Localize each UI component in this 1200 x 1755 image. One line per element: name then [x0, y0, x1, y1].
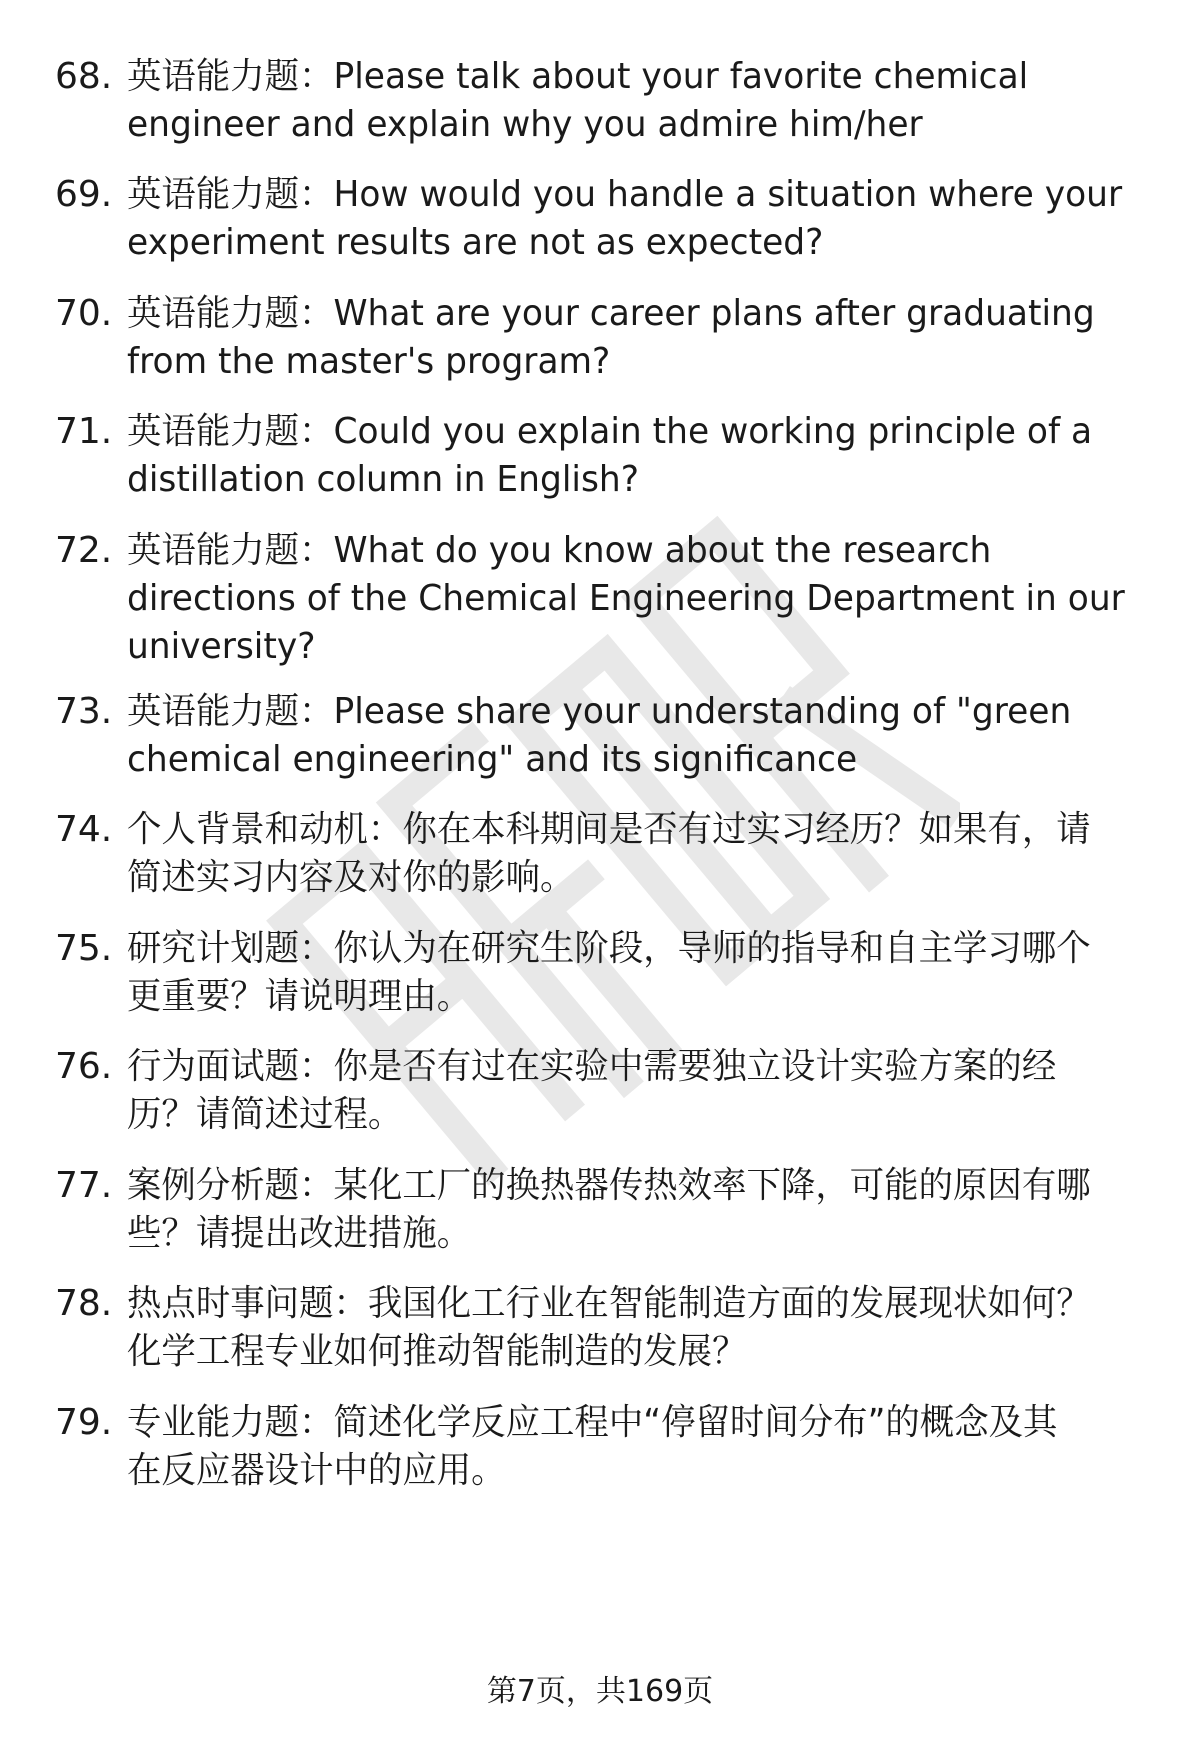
- question-line: 英语能力题：Please share your understanding of "green: [127, 691, 1072, 732]
- question-text: [127, 925, 1200, 1021]
- question-number: 72.: [55, 530, 113, 571]
- question-line: 个人背景和动机：你在本科期间是否有过实习经历？如果有，请: [127, 809, 1091, 850]
- question-number: 68.: [55, 56, 113, 97]
- question-number: 70.: [55, 293, 113, 334]
- question-number: 71.: [55, 411, 113, 452]
- question-line: 研究计划题：你认为在研究生阶段，导师的指导和自主学习哪个: [127, 928, 1091, 969]
- question-line: 案例分析题：某化工厂的换热器传热效率下降，可能的原因有哪: [127, 1165, 1091, 1206]
- question-text: [127, 1043, 1200, 1139]
- question-line: 英语能力题：Please talk about your favorite chemical: [127, 56, 1029, 97]
- question-number: 69.: [55, 174, 113, 215]
- question-line: directions of the Chemical Engineering Department in our: [127, 578, 1125, 619]
- question-number: 73.: [55, 691, 113, 732]
- question-line: 简述实习内容及对你的影响。: [127, 857, 575, 898]
- question-line: from the master's program?: [127, 341, 611, 382]
- question-line: engineer and explain why you admire him/her: [127, 104, 923, 145]
- question-number: 77.: [55, 1165, 113, 1206]
- question-text: [127, 408, 1200, 504]
- question-text: [127, 1280, 1200, 1376]
- question-text: [127, 53, 1200, 149]
- question-line: 英语能力题：What do you know about the research: [127, 530, 992, 571]
- question-line: 在反应器设计中的应用。: [127, 1450, 506, 1491]
- question-text: [127, 688, 1200, 784]
- question-text: [127, 527, 1200, 671]
- question-line: 化学工程专业如何推动智能制造的发展？: [127, 1331, 747, 1372]
- question-text: [127, 1162, 1200, 1258]
- question-text: [127, 171, 1200, 267]
- question-line: 行为面试题：你是否有过在实验中需要独立设计实验方案的经: [127, 1046, 1057, 1087]
- question-line: 历？请简述过程。: [127, 1094, 403, 1135]
- question-line: university?: [127, 626, 316, 667]
- question-number: 79.: [55, 1402, 113, 1443]
- question-line: distillation column in English?: [127, 459, 639, 500]
- page-number-footer: 第7页，共169页: [486, 1674, 714, 1709]
- question-line: 些？请提出改进措施。: [127, 1213, 472, 1254]
- question-text: [127, 806, 1200, 902]
- question-line: chemical engineering" and its significance: [127, 739, 858, 780]
- question-text: [127, 1399, 1200, 1495]
- question-line: 热点时事问题：我国化工行业在智能制造方面的发展现状如何？: [127, 1283, 1091, 1324]
- question-number: 75.: [55, 928, 113, 969]
- question-text: [127, 290, 1200, 386]
- question-line: 英语能力题：How would you handle a situation where your: [127, 174, 1123, 215]
- question-number: 76.: [55, 1046, 113, 1087]
- question-line: 更重要？请说明理由。: [127, 976, 472, 1017]
- question-line: 英语能力题：Could you explain the working principle of a: [127, 411, 1093, 452]
- question-line: 专业能力题：简述化学反应工程中“停留时间分布”的概念及其: [127, 1402, 1058, 1443]
- question-number: 78.: [55, 1283, 113, 1324]
- question-line: 英语能力题：What are your career plans after graduating: [127, 293, 1095, 334]
- question-line: experiment results are not as expected?: [127, 222, 824, 263]
- question-number: 74.: [55, 809, 113, 850]
